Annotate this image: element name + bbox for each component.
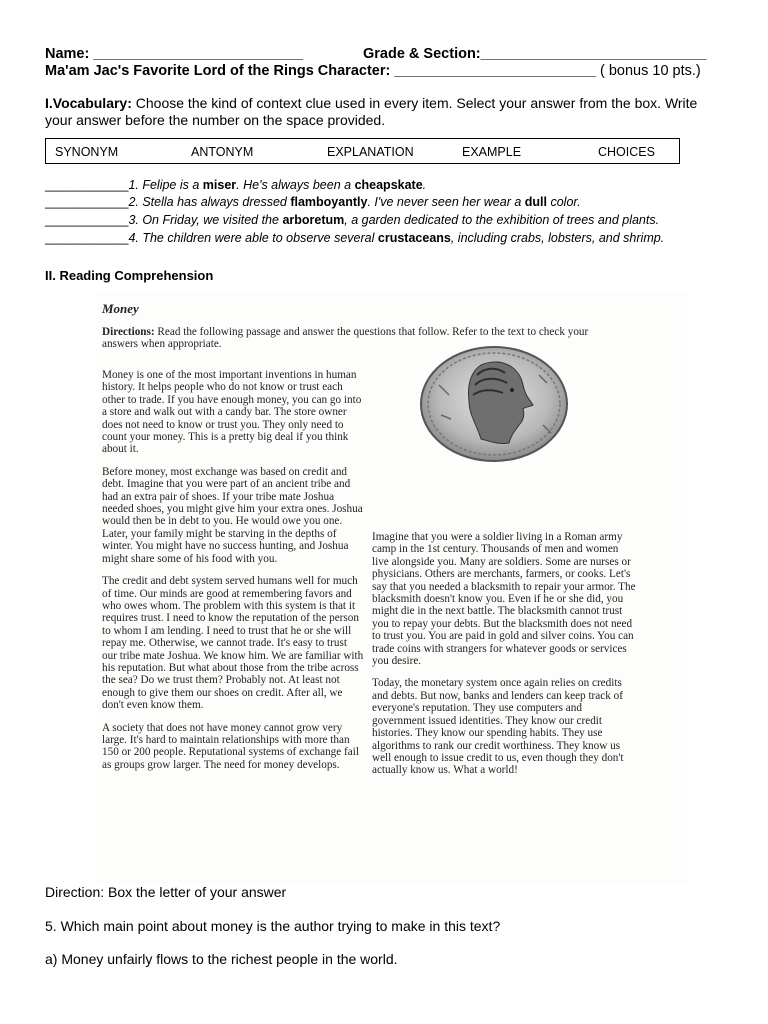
vocab-item-1: ____________1. Felipe is a miser. He's always been a cheapskate.	[45, 178, 427, 192]
answer-blank-1[interactable]: ____________	[45, 178, 129, 192]
bonus-note: ( bonus 10 pts.)	[600, 63, 701, 79]
passage-title: Money	[102, 301, 139, 316]
paragraph: Money is one of the most important inventions in human history. It helps people who do not know or trust each other to trade. If you have enough money, you can go into a store and walk out with a candy bar. The store owner does not need to know or trust you. They only need to count your money. This is a pretty big deal if you think about it.	[102, 369, 362, 456]
choice-synonym: SYNONYM	[55, 145, 119, 159]
vocab-item-2: ____________2. Stella has always dressed flamboyantly. I've never seen her wear a dull color.	[45, 195, 581, 209]
favorite-blank[interactable]: _________________________	[394, 63, 596, 79]
name-label: Name:	[45, 46, 90, 62]
roman-coin-image	[419, 345, 569, 463]
name-line	[45, 46, 303, 62]
answer-blank-2[interactable]: ____________	[45, 195, 129, 209]
paragraph: Imagine that you were a soldier living in a Roman army camp in the 1st century. Thousands of men and women live alongside you. Many are soldiers. Some are nurses or physicians. Others are merchants, farmers, or cooks. Let's say that you needed a blacksmith to repair your armor. The blacksmith doesn't know you. Even if he or she did, you might die in the next battle. The blacksmith cannot trust you to repay your debts. But the blacksmith does not need to trust you. You are paid in gold and silver coins. You can trade coins with strangers for whatever goods or services you desire.	[372, 531, 636, 668]
passage-left-column	[102, 369, 364, 781]
favorite-label: Ma'am Jac's Favorite Lord of the Rings Character:	[45, 63, 391, 79]
paragraph: Today, the monetary system once again relies on credits and debts. But now, banks and lenders can keep track of everyone's reputation. They use computers and government issued identities. They know our credit histories. They know our spending habits. They use algorithms to rank our credit worthiness. They know us well enough to issue credit to us, even though they don't actually know us. What a world!	[372, 677, 624, 777]
passage-scan	[97, 293, 687, 883]
vocab-item-4: ____________4. The children were able to observe several crustaceans, including crabs, lobsters, and shrimp.	[45, 231, 665, 245]
passage-right-column	[372, 531, 637, 787]
vocabulary-instructions	[45, 95, 725, 129]
passage-directions: Directions: Read the following passage and answer the questions that follow. Refer to the text to check your answers when appropriate.	[102, 326, 589, 351]
grade-label: Grade & Section:	[363, 46, 481, 62]
choices-box	[45, 138, 680, 164]
reading-title: II. Reading Comprehension	[45, 268, 214, 283]
choice-explanation: EXPLANATION	[327, 145, 414, 159]
answer-direction: Direction: Box the letter of your answer	[45, 884, 287, 900]
grade-line	[363, 46, 706, 62]
vocabulary-instructions-text: Choose the kind of context clue used in every item. Select your answer from the box. Write your answer before the number on the space provided.	[45, 95, 698, 128]
paragraph: Before money, most exchange was based on credit and debt. Imagine that you were part of an ancient tribe and had an extra pair of shoes. If your tribe mate Joshua needed shoes, you might give him your extra ones. Joshua would then be in debt to you. He would owe you one. Later, your family might be starving in the depths of winter. You might have no success hunting, and Joshua might share some of his food with you.	[102, 465, 363, 565]
paragraph: The credit and debt system served humans well for much of time. Our minds are good at remembering favors and who owes whom. The problem with this system is that it requires trust. I need to know the reputation of the person to whom I am lending. I need to trust that he or she will repay me. Otherwise, we cannot trade. It's easy to trust our tribe mate Joshua. We know him. We are familiar with his reputation. But what about those from the tribe across the sea? Do we trust them? Probably not. At least not enough to give them our shoes on credit. After all, we don't even know them.	[102, 575, 364, 712]
vocabulary-title: I.Vocabulary:	[45, 95, 132, 111]
answer-blank-3[interactable]: ____________	[45, 213, 129, 227]
paragraph: A society that does not have money cannot grow very large. It's hard to maintain relationships with more than 150 or 200 people. Reputational systems of exchange fail as groups grow larger. The need for money develops.	[102, 721, 359, 771]
grade-blank[interactable]: ____________________________	[480, 46, 707, 62]
question-5: 5. Which main point about money is the author trying to make in this text?	[45, 918, 501, 934]
question-5-option-a[interactable]: a) Money unfairly flows to the richest people in the world.	[45, 951, 398, 967]
answer-blank-4[interactable]: ____________	[45, 231, 129, 245]
favorite-line	[45, 63, 701, 79]
vocab-item-3: ____________3. On Friday, we visited the arboretum, a garden dedicated to the exhibition of trees and plants.	[45, 213, 660, 227]
choice-example: EXAMPLE	[462, 145, 522, 159]
name-blank[interactable]: __________________________	[93, 46, 304, 62]
choice-choices: CHOICES	[598, 145, 655, 159]
choice-antonym: ANTONYM	[191, 145, 254, 159]
